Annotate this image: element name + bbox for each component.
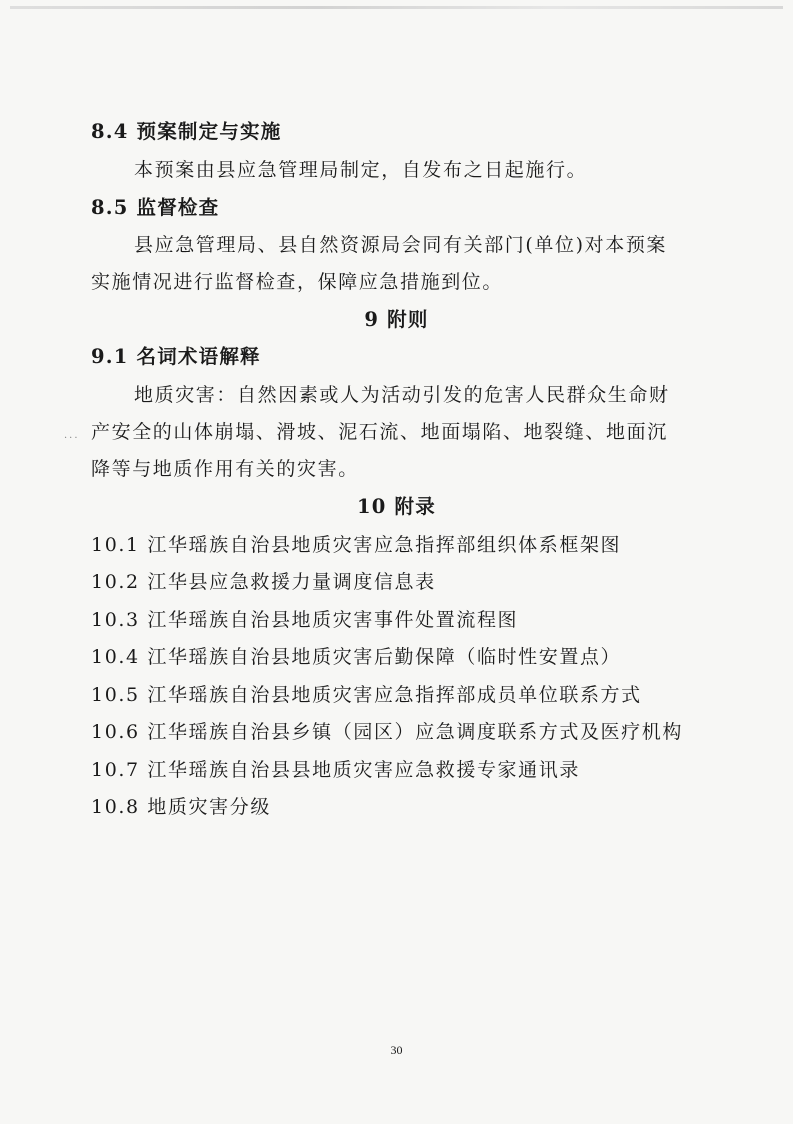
appendix-item: 10.7 江华瑶族自治县县地质灾害应急救援专家通讯录: [91, 759, 580, 781]
section-9-1-paragraph-line1: 地质灾害：自然因素或人为活动引发的危害人民群众生命财: [134, 384, 670, 406]
section-9-1-paragraph-line2: 产安全的山体崩塌、滑坡、泥石流、地面塌陷、地裂缝、地面沉: [91, 421, 668, 443]
section-8-5-heading: 8.5 监督检查: [91, 196, 220, 219]
section-8-5-paragraph-line1: 县应急管理局、县自然资源局会同有关部门(单位)对本预案: [134, 234, 668, 256]
section-8-4-heading: 8.4 预案制定与实施: [91, 120, 282, 143]
appendix-item: 10.8 地质灾害分级: [91, 796, 271, 818]
appendix-item: 10.1 江华瑶族自治县地质灾害应急指挥部组织体系框架图: [91, 534, 622, 556]
appendix-item: 10.6 江华瑶族自治县乡镇（园区）应急调度联系方式及医疗机构: [91, 721, 683, 743]
appendix-item: 10.2 江华县应急救援力量调度信息表: [91, 571, 436, 593]
scan-margin-mark: ···: [64, 433, 80, 444]
appendix-item: 10.3 江华瑶族自治县地质灾害事件处置流程图: [91, 609, 519, 631]
appendix-item: 10.4 江华瑶族自治县地质灾害后勤保障（临时性安置点）: [91, 646, 622, 668]
chapter-10-title: 10 附录: [357, 495, 436, 518]
section-9-1-paragraph-line3: 降等与地质作用有关的灾害。: [91, 458, 359, 480]
scan-top-edge: [10, 6, 783, 9]
appendix-item: 10.5 江华瑶族自治县地质灾害应急指挥部成员单位联系方式: [91, 684, 642, 706]
section-9-1-heading: 9.1 名词术语解释: [91, 345, 261, 368]
chapter-9-title: 9 附则: [364, 308, 429, 331]
section-8-5-paragraph-line2: 实施情况进行监督检查，保障应急措施到位。: [91, 271, 504, 293]
page-number: 30: [390, 1043, 403, 1057]
section-8-4-paragraph: 本预案由县应急管理局制定，自发布之日起施行。: [134, 159, 588, 181]
